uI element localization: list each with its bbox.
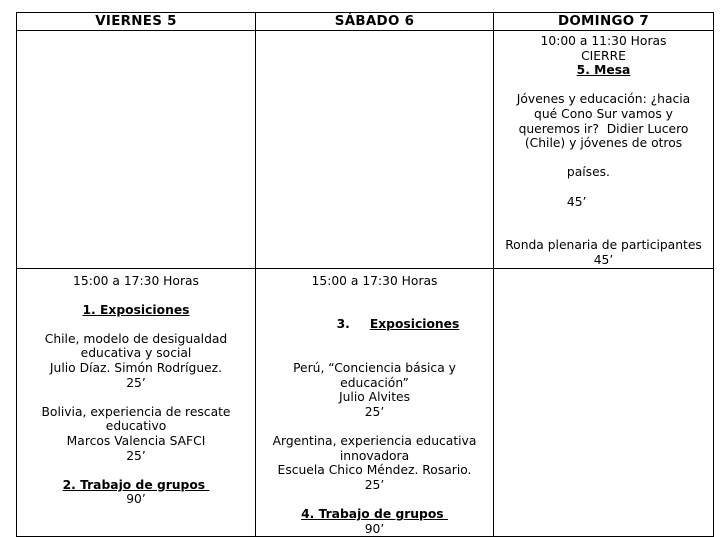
saturday-groups-heading: 4. Trabajo de grupos — [301, 507, 448, 521]
sunday-topic-last: países. — [566, 165, 610, 180]
friday-groups-duration: 90’ — [126, 492, 146, 507]
sunday-topic-line: qué Cono Sur vamos y — [534, 106, 673, 121]
sunday-morning-cell — [494, 31, 714, 269]
morning-row — [17, 31, 714, 269]
saturday-afternoon-cell — [256, 268, 494, 537]
afternoon-row — [17, 268, 714, 537]
saturday-item2-line: Escuela Chico Méndez. Rosario. — [277, 463, 472, 478]
saturday-item1-line: Perú, “Conciencia básica y — [293, 361, 456, 376]
sunday-label: CIERRE — [581, 48, 626, 63]
friday-item2-duration: 25’ — [126, 448, 146, 463]
friday-heading: 1. Exposiciones — [82, 302, 190, 317]
saturday-item1-duration: 25’ — [364, 404, 385, 419]
friday-item1-line: Julio Díaz. Simón Rodríguez. — [49, 361, 223, 376]
sunday-plenary-duration: 45’ — [593, 252, 614, 267]
saturday-item2-line: Argentina, experiencia educativa — [272, 434, 477, 449]
saturday-heading-number: 3. — [336, 317, 350, 332]
saturday-item2-duration: 25’ — [364, 477, 385, 492]
sunday-time: 10:00 a 11:30 Horas — [540, 34, 667, 48]
saturday-heading: Exposiciones — [369, 317, 460, 332]
sunday-topic-duration: 45’ — [566, 194, 587, 209]
saturday-item1-line: educación” — [340, 375, 409, 390]
sunday-topic-line: Jóvenes y educación: ¿hacia — [516, 92, 691, 107]
friday-morning-cell — [17, 31, 256, 269]
friday-afternoon-cell — [17, 268, 256, 537]
saturday-item1-line: Julio Alvites — [338, 390, 410, 405]
friday-groups-heading: 2. Trabajo de grupos — [62, 477, 210, 492]
friday-time: 15:00 a 17:30 Horas — [73, 273, 199, 288]
header-row — [17, 13, 714, 31]
friday-item1-line: educativa y social — [80, 346, 192, 361]
header-friday: VIERNES 5 — [17, 13, 256, 31]
sunday-topic-line: queremos ir? Didier Lucero — [518, 121, 689, 136]
friday-item2-line: educativo — [105, 419, 167, 434]
sunday-afternoon-cell — [494, 268, 714, 537]
sunday-topic-line: (Chile) y jóvenes de otros — [524, 136, 683, 151]
saturday-item2-line: innovadora — [339, 448, 410, 463]
friday-item1-duration: 25’ — [126, 375, 146, 390]
friday-item1-line: Chile, modelo de desigualdad — [44, 331, 228, 346]
header-saturday: SÁBADO 6 — [256, 13, 494, 31]
sunday-heading: 5. Mesa — [576, 63, 631, 78]
saturday-groups-duration: 90’ — [364, 521, 385, 536]
sunday-plenary: Ronda plenaria de participantes — [505, 238, 702, 253]
saturday-time: 15:00 a 17:30 Horas — [311, 273, 438, 288]
saturday-morning-cell — [256, 31, 494, 269]
friday-item2-line: Marcos Valencia SAFCI — [66, 434, 206, 449]
friday-item2-line: Bolivia, experiencia de rescate — [41, 404, 231, 419]
schedule-table — [16, 12, 714, 537]
header-sunday: DOMINGO 7 — [494, 13, 714, 31]
